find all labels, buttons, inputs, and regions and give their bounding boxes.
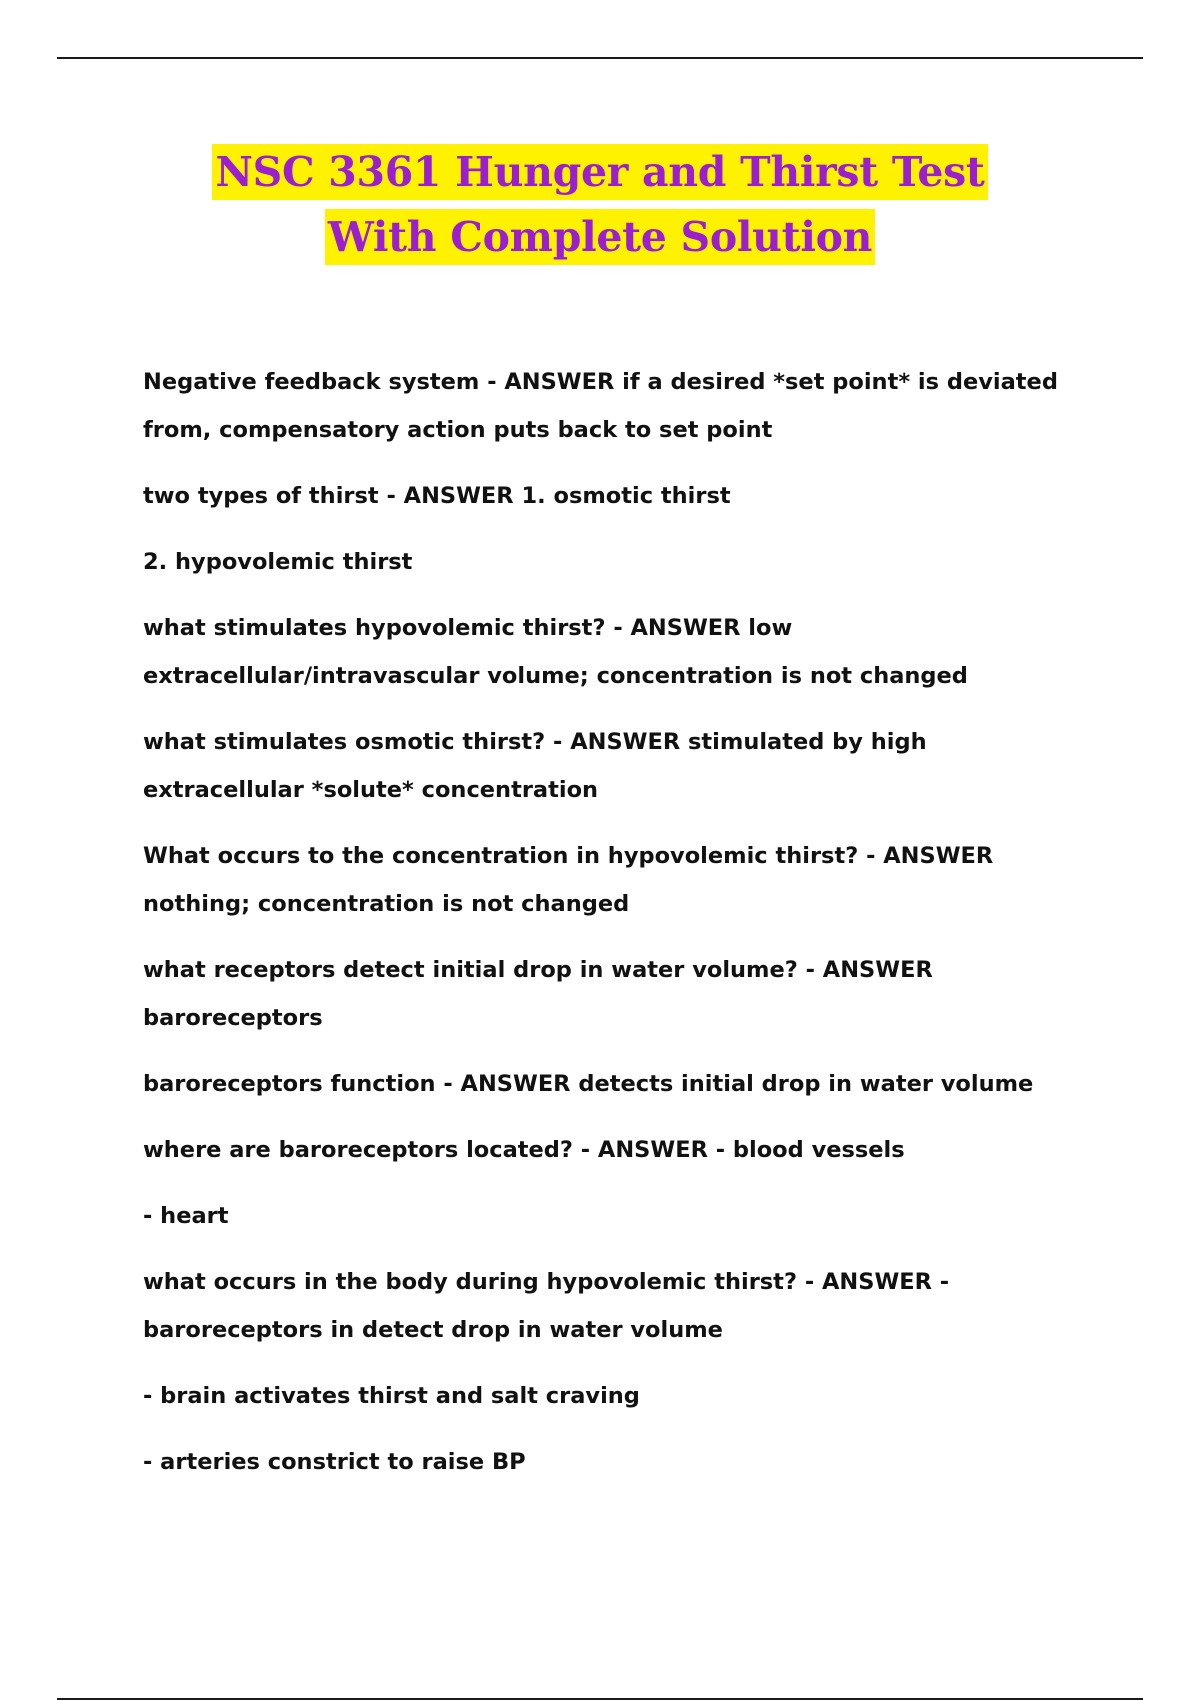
paragraph-baroreceptors-located: where are baroreceptors located? - ANSWER - blood vessels [143,1137,905,1163]
paragraph-baroreceptors-function: baroreceptors function - ANSWER detects initial drop in water volume [143,1071,1034,1097]
paragraph-stimulates-hypovolemic: what stimulates hypovolemic thirst? - ANSWER low extracellular/intravascular volume; concentration is not changed [143,615,968,689]
paragraph-arteries-constrict: - arteries constrict to raise BP [143,1449,526,1475]
paragraph-brain-activates: - brain activates thirst and salt craving [143,1383,640,1409]
paragraph-concentration-hypovolemic: What occurs to the concentration in hypovolemic thirst? - ANSWER nothing; concentration is not changed [143,843,1002,917]
paragraph-hypovolemic-thirst: 2. hypovolemic thirst [143,549,413,575]
paragraph-stimulates-osmotic: what stimulates osmotic thirst? - ANSWER stimulated by high extracellular *solute* concentration [143,729,935,803]
paragraph-receptors-detect: what receptors detect initial drop in water volume? - ANSWER baroreceptors [143,957,941,1031]
paragraph-two-types-thirst: two types of thirst - ANSWER 1. osmotic thirst [143,483,731,509]
document-title [0,140,1200,270]
qa-content [143,358,1088,1504]
paragraph-heart: - heart [143,1203,229,1229]
top-rule [57,57,1143,59]
paragraph-body-during-hypovolemic: what occurs in the body during hypovolemic thirst? - ANSWER - baroreceptors in detect drop in water volume [143,1269,957,1343]
title-line-2: With Complete Solution [0,205,1200,270]
title-line-1: NSC 3361 Hunger and Thirst Test [0,140,1200,205]
paragraph-negative-feedback: Negative feedback system - ANSWER if a desired *set point* is deviated from, compensatory action puts back to set point [143,369,1066,443]
